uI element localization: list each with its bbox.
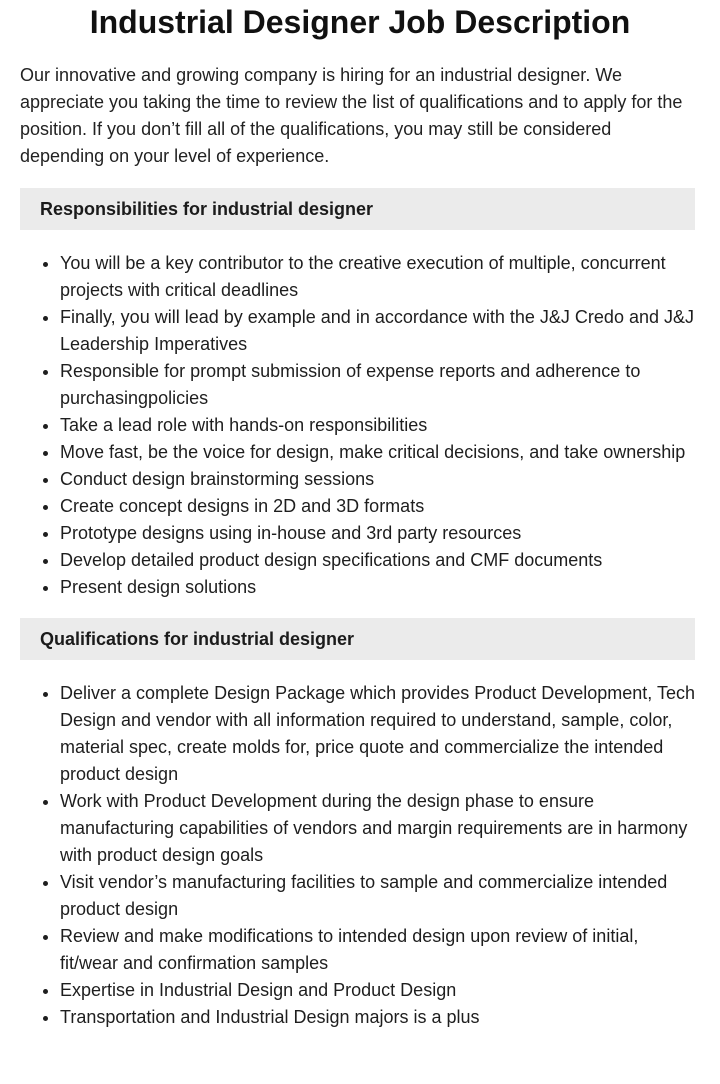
page-title: Industrial Designer Job Description <box>89 4 631 40</box>
list-item: • Responsible for prompt submission of expense reports and adherence to purchasingpolicies <box>60 358 695 412</box>
qualifications-heading: Qualifications for industrial designer <box>20 618 695 660</box>
list-item: • Visit vendor’s manufacturing facilities to sample and commercialize intended product design <box>60 869 695 923</box>
list-item: • Take a lead role with hands-on responsibilities <box>60 412 695 439</box>
list-item: • Transportation and Industrial Design majors is a plus <box>60 1004 695 1031</box>
list-item: • Present design solutions <box>60 574 695 601</box>
list-item: • Work with Product Development during the design phase to ensure manufacturing capabilities of vendors and margin requirements are in harmony with product design goals <box>60 788 695 869</box>
intro-paragraph: Our innovative and growing company is hiring for an industrial designer. We appreciate you taking the time to review the list of qualifications and to apply for the position. If you don’t fill all of the qualifications, you may still be considered depending on your level of experience. <box>20 65 683 166</box>
responsibilities-list <box>20 250 695 601</box>
list-item: • Prototype designs using in-house and 3rd party resources <box>60 520 695 547</box>
responsibilities-heading: Responsibilities for industrial designer <box>20 188 695 230</box>
list-item: • Create concept designs in 2D and 3D formats <box>60 493 695 520</box>
qualifications-list <box>20 680 695 1031</box>
list-item: • You will be a key contributor to the creative execution of multiple, concurrent projects with critical deadlines <box>60 250 695 304</box>
list-item: • Deliver a complete Design Package which provides Product Development, Tech Design and vendor with all information required to understand, sample, color, material spec, create molds for, price quote and commercialize the intended product design <box>60 680 695 788</box>
list-item: • Move fast, be the voice for design, make critical decisions, and take ownership <box>60 439 695 466</box>
list-item: • Review and make modifications to intended design upon review of initial, fit/wear and confirmation samples <box>60 923 695 977</box>
list-item: • Develop detailed product design specifications and CMF documents <box>60 547 695 574</box>
list-item: • Finally, you will lead by example and in accordance with the J&J Credo and J&J Leadership Imperatives <box>60 304 695 358</box>
list-item: • Conduct design brainstorming sessions <box>60 466 695 493</box>
list-item: • Expertise in Industrial Design and Product Design <box>60 977 695 1004</box>
